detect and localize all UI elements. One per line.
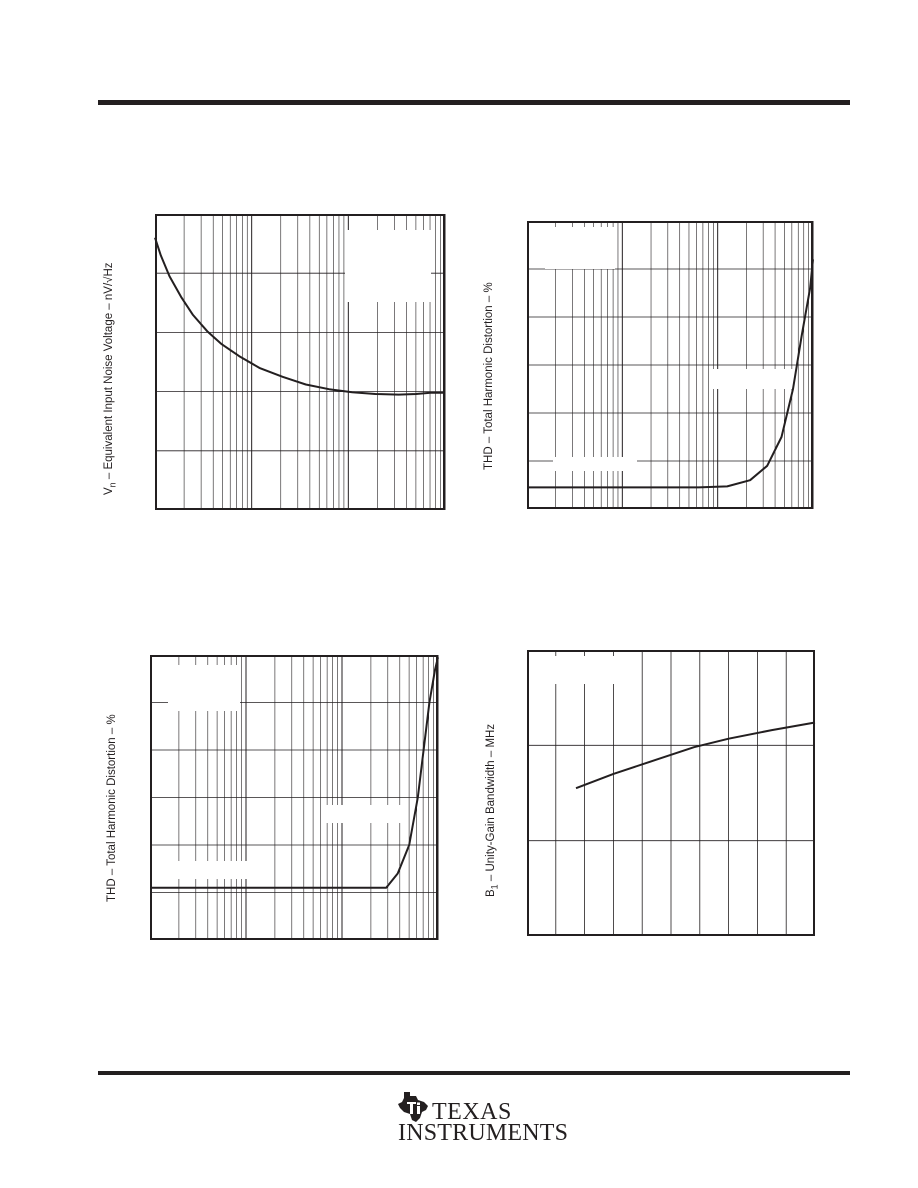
chart4-blank-area [553,656,615,684]
chart3-blank-area [168,665,240,711]
chart3-y-axis-label: THD – Total Harmonic Distortion – % [106,714,118,902]
chart4-grid [527,650,815,936]
ti-state-logo-icon [396,1090,430,1124]
chart2-blank-area [553,457,637,471]
chart3-blank-area [322,805,402,823]
brand-line1: TEXAS [432,1099,512,1125]
chart2-blank-area [545,227,615,269]
chart1-noise-voltage-plot [155,214,445,510]
chart1-blank-area [345,230,431,302]
chart3-blank-area [168,861,268,879]
chart4-y-axis-label: $B_1$ – Unity-Gain Bandwidth – MHz [485,723,500,897]
footer-rule [98,1071,850,1075]
chart4-series-line [576,723,815,789]
chart2-y-axis-label: THD – Total Harmonic Distortion – % [483,282,495,470]
chart4-bandwidth-plot [527,650,815,936]
texas-instruments-logo [396,1086,569,1146]
chart2-blank-area [709,369,795,389]
chart2-thd-plot [527,221,813,509]
header-rule [98,100,850,105]
chart1-y-axis-label: $V_n$ – Equivalent Input Noise Voltage – nV/√Hz [103,262,118,495]
chart3-thd-plot [150,655,438,940]
brand-line2: INSTRUMENTS [398,1120,569,1146]
